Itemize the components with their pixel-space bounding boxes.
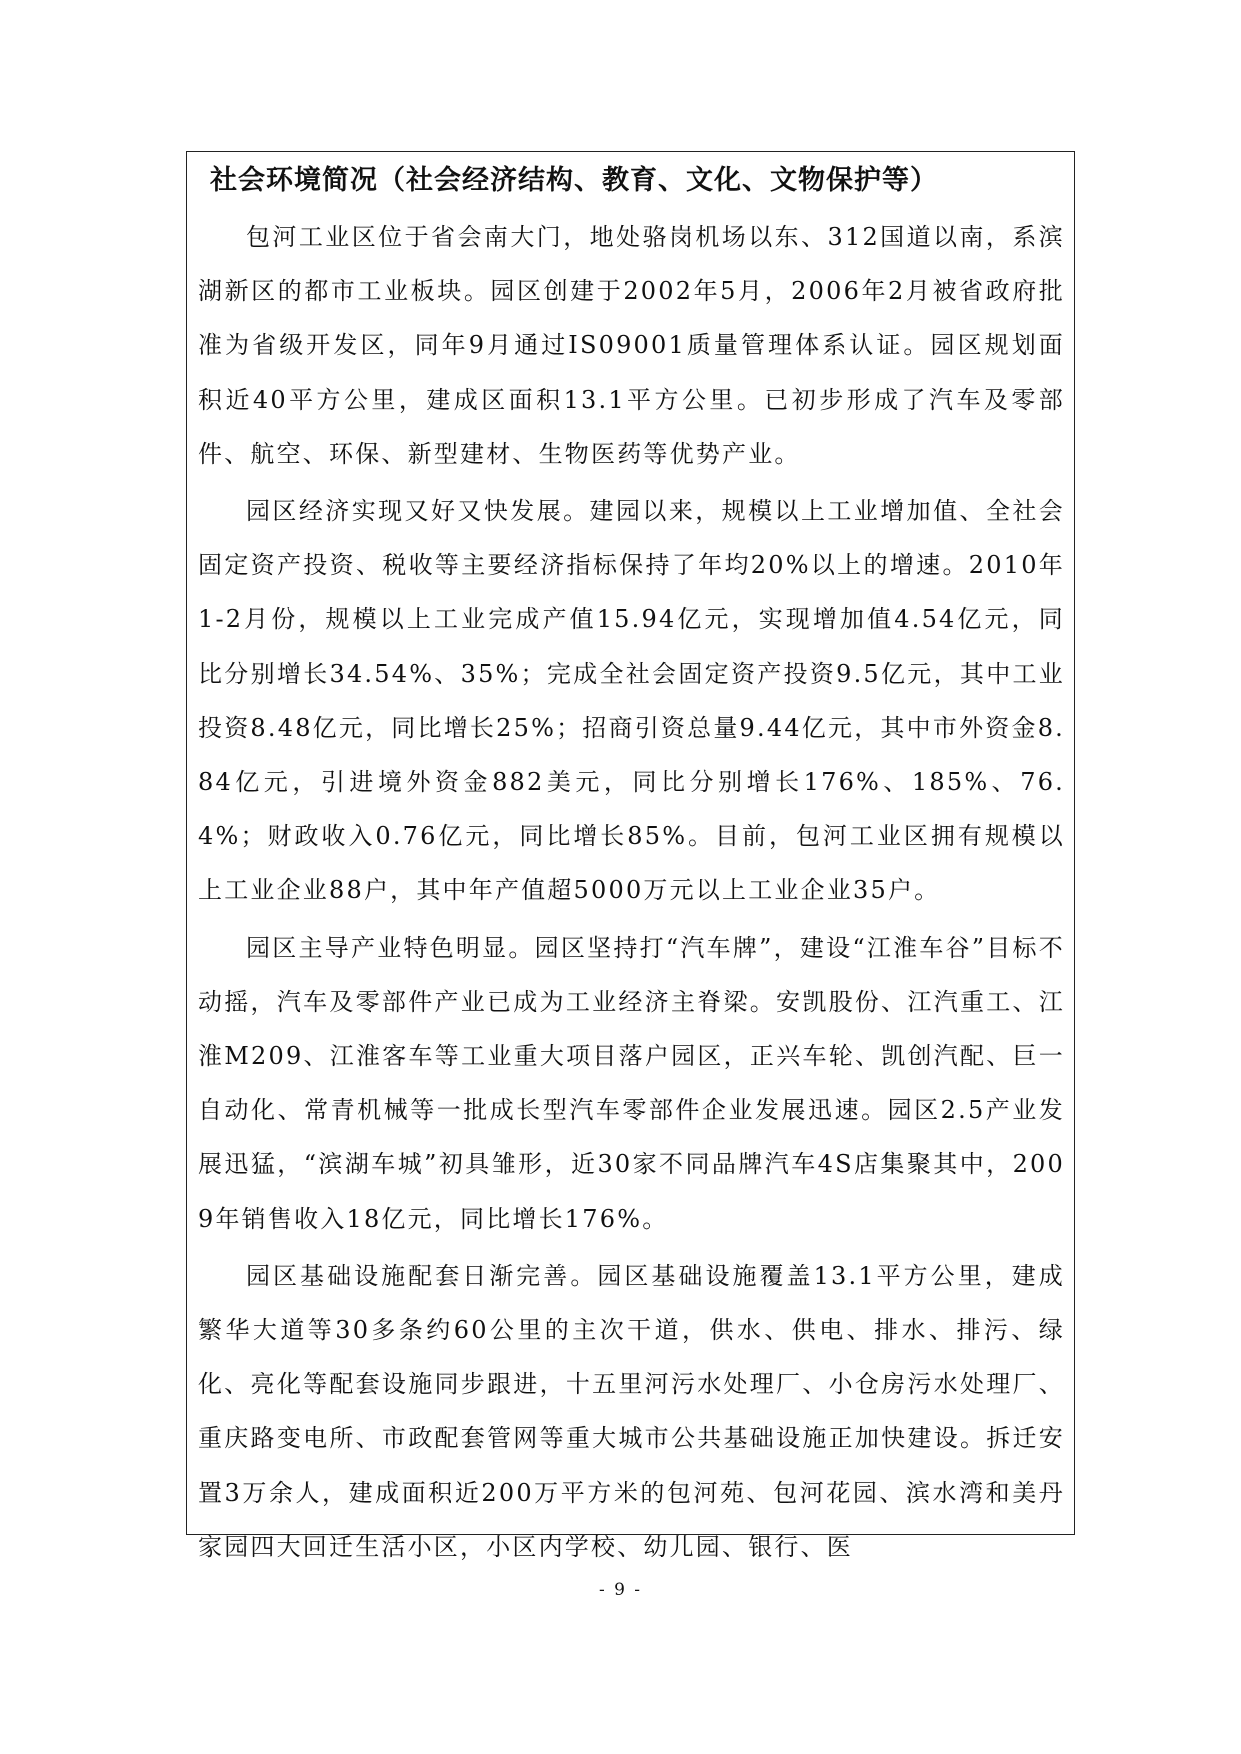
- paragraph-industry: 园区主导产业特色明显。园区坚持打“汽车牌”，建设“江淮车谷”目标不动摇，汽车及零部件产业已成为工业经济主脊梁。安凯股份、江汽重工、江淮M209、江淮客车等工业重大项目落户园区，正兴车轮、凯创汽配、巨一自动化、常青机械等一批成长型汽车零部件企业发展迅速。园区2.5产业发展迅猛，“滨湖车城”初具雏形，近30家不同品牌汽车4S店集聚其中，2009年销售收入18亿元，同比增长176%。: [198, 933, 1065, 1233]
- content-frame: [186, 151, 1075, 1561]
- paragraph-economy: 园区经济实现又好又快发展。建园以来，规模以上工业增加值、全社会固定资产投资、税收等主要经济指标保持了年均20%以上的增速。2010年1-2月份，规模以上工业完成产值15.94亿元，实现增加值4.54亿元，同比分别增长34.54%、35%；完成全社会固定资产投资9.5亿元，其中工业投资8.48亿元，同比增长25%；招商引资总量9.44亿元，其中市外资金8.84亿元，引进境外资金882美元，同比分别增长176%、185%、76.4%；财政收入0.76亿元，同比增长85%。目前，包河工业区拥有规模以上工业企业88户，其中年产值超5000万元以上工业企业35户。: [198, 497, 1065, 905]
- page-number: - 9 -: [598, 1580, 643, 1600]
- section-title: 社会环境简况（社会经济结构、教育、文化、文物保护等）: [210, 165, 938, 196]
- section-body: [198, 210, 1065, 1577]
- paragraph-location: 包河工业区位于省会南大门，地处骆岗机场以东、312国道以南，系滨湖新区的都市工业板块。园区创建于2002年5月，2006年2月被省政府批准为省级开发区，同年9月通过IS09001质量管理体系认证。园区规划面积近40平方公里，建成区面积13.1平方公里。已初步形成了汽车及零部件、航空、环保、新型建材、生物医药等优势产业。: [198, 223, 1065, 468]
- paragraph-infrastructure: 园区基础设施配套日渐完善。园区基础设施覆盖13.1平方公里，建成繁华大道等30多条约60公里的主次干道，供水、供电、排水、排污、绿化、亮化等配套设施同步跟进，十五里河污水处理厂、小仓房污水处理厂、重庆路变电所、市政配套管网等重大城市公共基础设施正加快建设。拆迁安置3万余人，建成面积近200万平方米的包河苑、包河花园、滨水湾和美丹家园四大回迁生活小区，小区内学校、幼儿园、银行、医: [198, 1261, 1065, 1561]
